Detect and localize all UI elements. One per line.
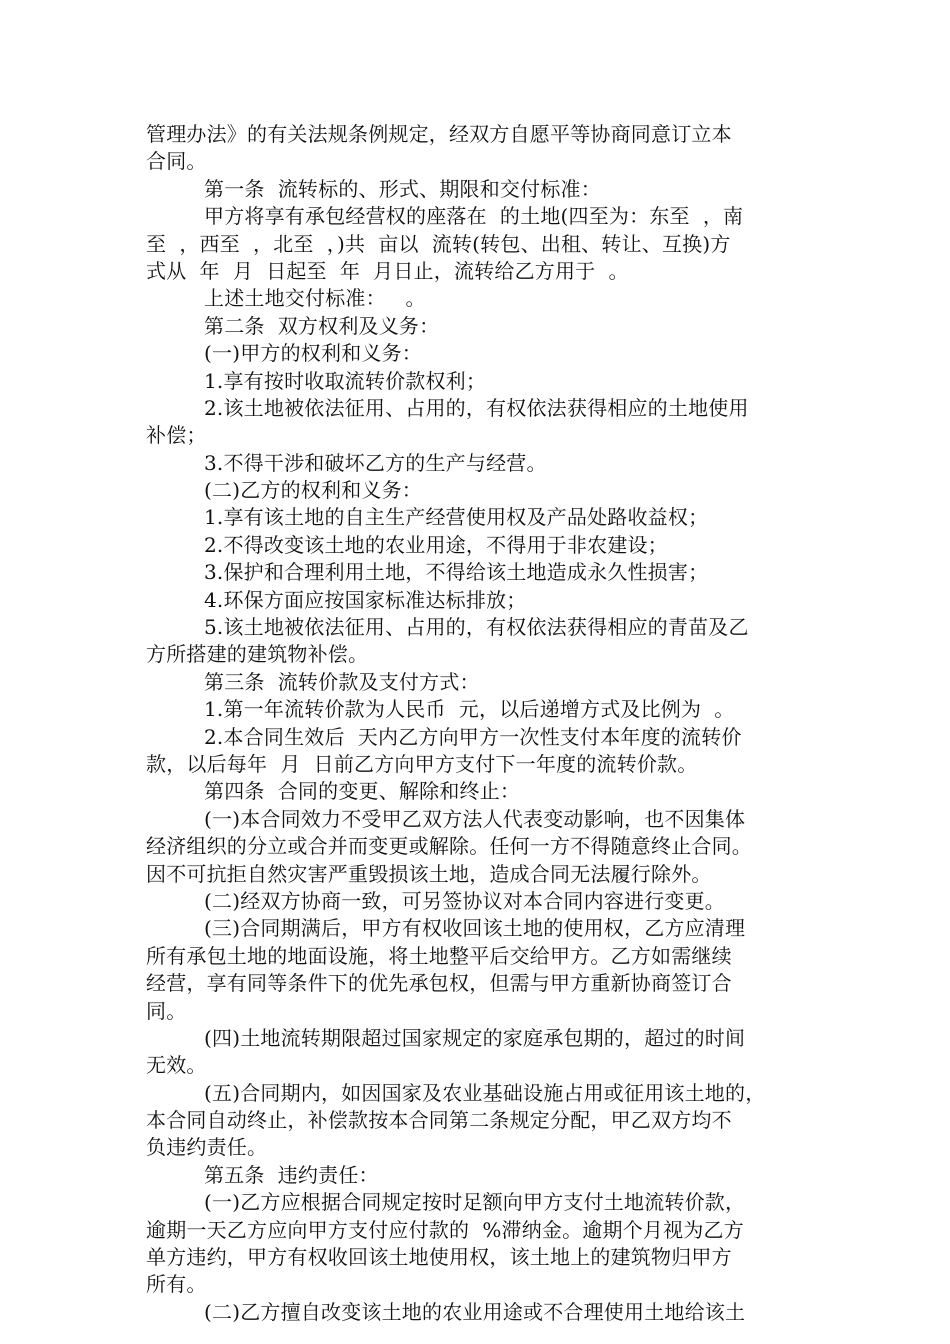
contract-body-text — [146, 121, 826, 1326]
text-line: (一)本合同效力不受甲乙双方法人代表变动影响，也不因集体 — [204, 806, 746, 831]
text-line: 第三条 流转价款及支付方式： — [204, 669, 480, 694]
text-line: 2.不得改变该土地的农业用途，不得用于非农建设； — [204, 532, 668, 557]
text-line: (一)乙方应根据合同规定按时足额向甲方支付土地流转价款， — [204, 1190, 746, 1215]
text-line: 合同。 — [146, 149, 207, 174]
text-line: (二)乙方擅自改变该土地的农业用途或不合理使用土地给该土 — [204, 1299, 746, 1324]
text-line: (三)合同期满后，甲方有权收回该土地的使用权，乙方应清理 — [204, 916, 746, 941]
text-line: 第一条 流转标的、形式、期限和交付标准： — [204, 176, 601, 201]
text-line: (二)经双方协商一致，可另签协议对本合同内容进行变更。 — [204, 888, 726, 913]
text-line: 1.享有该土地的自主生产经营使用权及产品处路收益权； — [204, 505, 709, 530]
text-line: (一)甲方的权利和义务： — [204, 341, 423, 366]
text-line: 所有承包土地的地面设施，将土地整平后交给甲方。乙方如需继续 — [146, 943, 732, 968]
text-line: 方所搭建的建筑物补偿。 — [146, 642, 369, 667]
text-line: 上述土地交付标准： 。 — [204, 286, 426, 311]
text-line: 5.该土地被依法征用、占用的，有权依法获得相应的青苗及乙 — [204, 615, 749, 640]
text-line: 2.该土地被依法征用、占用的，有权依法获得相应的土地使用 — [204, 395, 749, 420]
text-line: 4.环保方面应按国家标准达标排放； — [204, 587, 527, 612]
text-line: 款，以后每年 月 日前乙方向甲方支付下一年度的流转价款。 — [146, 751, 698, 776]
text-line: 所有。 — [146, 1272, 207, 1297]
text-line: 1.享有按时收取流转价款权利； — [204, 368, 487, 393]
text-line: 本合同自动终止，补偿款按本合同第二条规定分配，甲乙双方均不 — [146, 1108, 732, 1133]
text-line: 3.不得干涉和破坏乙方的生产与经营。 — [204, 450, 547, 475]
text-line: 经济组织的分立或合并而变更或解除。任何一方不得随意终止合同。 — [146, 834, 752, 859]
text-line: 负违约责任。 — [146, 1135, 268, 1160]
text-line: 第二条 双方权利及义务： — [204, 313, 440, 338]
text-line: 甲方将享有承包经营权的座落在 的土地(四至为：东至 ，南 — [204, 204, 744, 229]
text-line: (五)合同期内，如因国家及农业基础设施占用或征用该土地的， — [204, 1080, 766, 1105]
text-line: 1.第一年流转价款为人民币 元，以后递增方式及比例为 。 — [204, 697, 735, 722]
text-line: 因不可抗拒自然灾害严重毁损该土地，造成合同无法履行除外。 — [146, 861, 712, 886]
text-line: 经营，享有同等条件下的优先承包权，但需与甲方重新协商签订合 — [146, 971, 732, 996]
text-line: 逾期一天乙方应向甲方支付应付款的 %滞纳金。逾期个月视为乙方 — [146, 1217, 744, 1242]
text-line: 第五条 违约责任： — [204, 1162, 379, 1187]
text-line: 2.本合同生效后 天内乙方向甲方一次性支付本年度的流转价 — [204, 724, 742, 749]
text-line: 至 ，西至 ，北至 ，)共 亩以 流转(转包、出租、转让、互换)方 — [146, 231, 731, 256]
text-line: (四)土地流转期限超过国家规定的家庭承包期的，超过的时间 — [204, 1025, 746, 1050]
text-line: 补偿； — [146, 423, 207, 448]
text-line: 管理办法》的有关法规条例规定，经双方自愿平等协商同意订立本 — [146, 122, 732, 146]
text-line: 同。 — [146, 998, 187, 1023]
text-line: 无效。 — [146, 1053, 207, 1078]
text-line: 式从 年 月 日起至 年 月日止，流转给乙方用于 。 — [146, 258, 629, 283]
text-line: (二)乙方的权利和义务： — [204, 478, 423, 503]
text-line: 单方违约，甲方有权收回该土地使用权，该土地上的建筑物归甲方 — [146, 1245, 732, 1270]
text-line: 第四条 合同的变更、解除和终止： — [204, 779, 521, 804]
text-line: 3.保护和合理利用土地，不得给该土地造成永久性损害； — [204, 560, 709, 585]
